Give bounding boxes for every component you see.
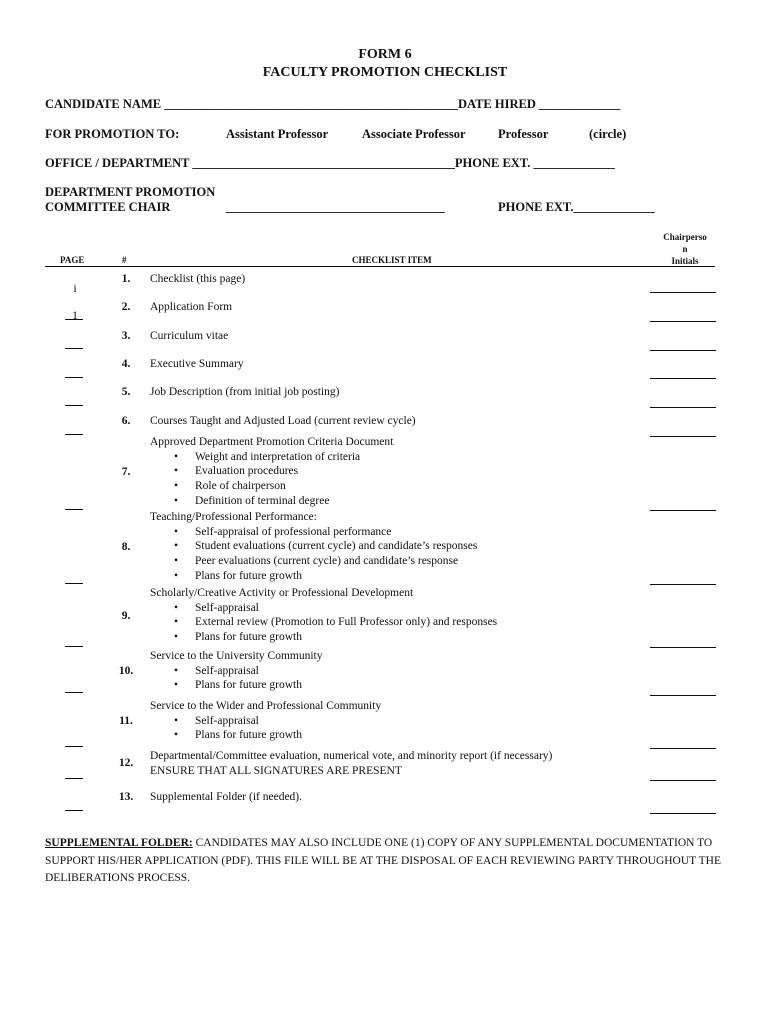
page-blank-line[interactable] xyxy=(65,348,83,349)
checklist-item-text: Application Form xyxy=(150,301,233,313)
chair-initials-field[interactable] xyxy=(650,321,716,322)
bullet-icon: • xyxy=(174,465,179,478)
promotion-label: FOR PROMOTION TO: xyxy=(45,127,180,141)
checklist-item-text: Courses Taught and Adjusted Load (current review cycle) xyxy=(150,415,416,427)
bullet-icon: • xyxy=(174,555,179,568)
bullet-icon: • xyxy=(174,729,179,742)
chair-initials-field[interactable] xyxy=(650,436,716,437)
page-blank-line[interactable] xyxy=(65,746,83,747)
rank-associate-option[interactable]: Associate Professor xyxy=(362,127,466,141)
checklist-item-text: Supplemental Folder (if needed). xyxy=(150,791,303,803)
number-column-header: # xyxy=(122,255,127,265)
checklist-item-text: Checklist (this page) xyxy=(150,273,246,285)
page-number: 1 xyxy=(72,308,78,322)
rank-professor-option[interactable]: Professor xyxy=(498,127,549,141)
item-number: 10. xyxy=(118,665,134,677)
chair-initials-field[interactable] xyxy=(650,695,716,696)
bullet-item-text: Definition of terminal degree xyxy=(195,494,330,507)
item-number: 3. xyxy=(121,330,131,342)
checklist-item-text: Departmental/Committee evaluation, numerical vote, and minority report (if necessary) xyxy=(150,750,553,762)
page-column-header: PAGE xyxy=(60,255,85,265)
chair-initials-header-3: Initials xyxy=(671,256,699,266)
checklist-item-column-header: CHECKLIST ITEM xyxy=(352,255,432,265)
bullet-item-text: Plans for future growth xyxy=(195,729,302,742)
form-title: FACULTY PROMOTION CHECKLIST xyxy=(262,65,508,80)
item-number: 11. xyxy=(119,715,133,727)
bullet-item-text: Plans for future growth xyxy=(195,569,302,582)
checklist-item-text: Scholarly/Creative Activity or Professional Development xyxy=(150,587,414,599)
item-number: 5. xyxy=(121,386,131,398)
checklist-item-text-secondary: ENSURE THAT ALL SIGNATURES ARE PRESENT xyxy=(150,764,402,777)
chair-initials-field[interactable] xyxy=(650,292,716,293)
supplemental-text: CANDIDATES MAY ALSO INCLUDE ONE (1) COPY OF ANY SUPPLEMENTAL DOCUMENTATION TO SUPPORT HIS/HER APPLICATION (PDF). THIS FILE WILL BE AT THE DISPOSAL OF EACH REVIEWING PARTY THROUGHOUT THE DELIBERATIONS PROCESS. xyxy=(45,837,722,884)
bullet-item-text: Role of chairperson xyxy=(195,480,286,493)
bullet-item-text: Plans for future growth xyxy=(195,631,302,644)
rank-assistant-option[interactable]: Assistant Professor xyxy=(226,127,329,141)
item-number: 6. xyxy=(121,415,131,427)
bullet-item-text: External review (Promotion to Full Professor only) and responses xyxy=(195,616,498,629)
bullet-item-text: Self-appraisal of professional performance xyxy=(195,525,392,538)
bullet-item-text: Self-appraisal xyxy=(195,664,259,677)
item-number: 7. xyxy=(121,466,131,478)
bullet-icon: • xyxy=(174,540,179,553)
chair-initials-field[interactable] xyxy=(650,748,716,749)
page-blank-line[interactable] xyxy=(65,405,83,406)
bullet-icon: • xyxy=(174,569,179,582)
bullet-item-text: Self-appraisal xyxy=(195,601,259,614)
bullet-icon: • xyxy=(174,664,179,677)
item-number: 8. xyxy=(121,541,131,553)
chair-label-line2: COMMITTEE CHAIR xyxy=(45,200,171,214)
supplemental-note xyxy=(45,835,725,888)
chair-label-line1: DEPARTMENT PROMOTION xyxy=(45,185,216,199)
rank-note: (circle) xyxy=(589,127,627,141)
chair-phone-field[interactable]: PHONE EXT._____________ xyxy=(498,200,655,214)
item-number: 13. xyxy=(118,791,134,803)
bullet-item-text: Student evaluations (current cycle) and candidate’s responses xyxy=(195,540,478,553)
bullet-item-text: Self-appraisal xyxy=(195,714,259,727)
bullet-item-text: Plans for future growth xyxy=(195,679,302,692)
bullet-icon: • xyxy=(174,601,179,614)
page-blank-line[interactable] xyxy=(65,583,83,584)
bullet-icon: • xyxy=(174,450,179,463)
page-blank-line[interactable] xyxy=(65,509,83,510)
checklist-item-text: Job Description (from initial job posting) xyxy=(150,386,340,398)
chair-initials-field[interactable] xyxy=(650,647,716,648)
header-rule xyxy=(45,266,715,267)
chair-name-field[interactable]: ___________________________________ xyxy=(226,200,445,214)
bullet-icon: • xyxy=(174,525,179,538)
bullet-icon: • xyxy=(174,616,179,629)
chair-initials-field[interactable] xyxy=(650,813,716,814)
bullet-item-text: Peer evaluations (current cycle) and candidate’s response xyxy=(195,555,459,568)
bullet-icon: • xyxy=(174,679,179,692)
item-number: 4. xyxy=(121,358,131,370)
chair-initials-field[interactable] xyxy=(650,407,716,408)
page-blank-line[interactable] xyxy=(65,692,83,693)
checklist-item-text: Approved Department Promotion Criteria Document xyxy=(150,436,394,448)
office-department-field[interactable]: OFFICE / DEPARTMENT __________________________________________PHONE EXT. _____________ xyxy=(45,156,615,170)
page-blank-line[interactable] xyxy=(65,434,83,435)
item-number: 12. xyxy=(118,757,134,769)
form-number: FORM 6 xyxy=(358,47,412,62)
page-number: i xyxy=(73,281,77,295)
supplemental-label: SUPPLEMENTAL FOLDER: xyxy=(45,837,193,849)
bullet-icon: • xyxy=(174,714,179,727)
bullet-item-text: Evaluation procedures xyxy=(195,465,299,478)
checklist-item-text: Service to the University Community xyxy=(150,650,323,662)
chair-initials-field[interactable] xyxy=(650,378,716,379)
bullet-item-text: Weight and interpretation of criteria xyxy=(195,450,361,463)
page-blank-line[interactable] xyxy=(65,778,83,779)
chair-initials-header-2: n xyxy=(682,244,688,254)
bullet-icon: • xyxy=(174,494,179,507)
item-number: 2. xyxy=(121,301,131,313)
item-number: 1. xyxy=(121,273,131,285)
chair-initials-field[interactable] xyxy=(650,584,716,585)
bullet-icon: • xyxy=(174,631,179,644)
bullet-icon: • xyxy=(174,480,179,493)
candidate-name-field[interactable]: CANDIDATE NAME _______________________________________________DATE HIRED _____________ xyxy=(45,97,621,111)
page-blank-line[interactable] xyxy=(65,810,83,811)
chair-initials-field[interactable] xyxy=(650,780,716,781)
page-blank-line[interactable] xyxy=(65,646,83,647)
page-underline xyxy=(65,319,83,320)
chair-initials-field[interactable] xyxy=(650,350,716,351)
item-number: 9. xyxy=(121,610,131,622)
page-blank-line[interactable] xyxy=(65,377,83,378)
checklist-item-text: Service to the Wider and Professional Community xyxy=(150,700,382,712)
checklist-item-text: Executive Summary xyxy=(150,358,244,370)
checklist-item-text: Teaching/Professional Performance: xyxy=(150,511,317,523)
chair-initials-header-1: Chairperso xyxy=(663,232,707,242)
chair-initials-field[interactable] xyxy=(650,510,716,511)
checklist-item-text: Curriculum vitae xyxy=(150,330,229,342)
